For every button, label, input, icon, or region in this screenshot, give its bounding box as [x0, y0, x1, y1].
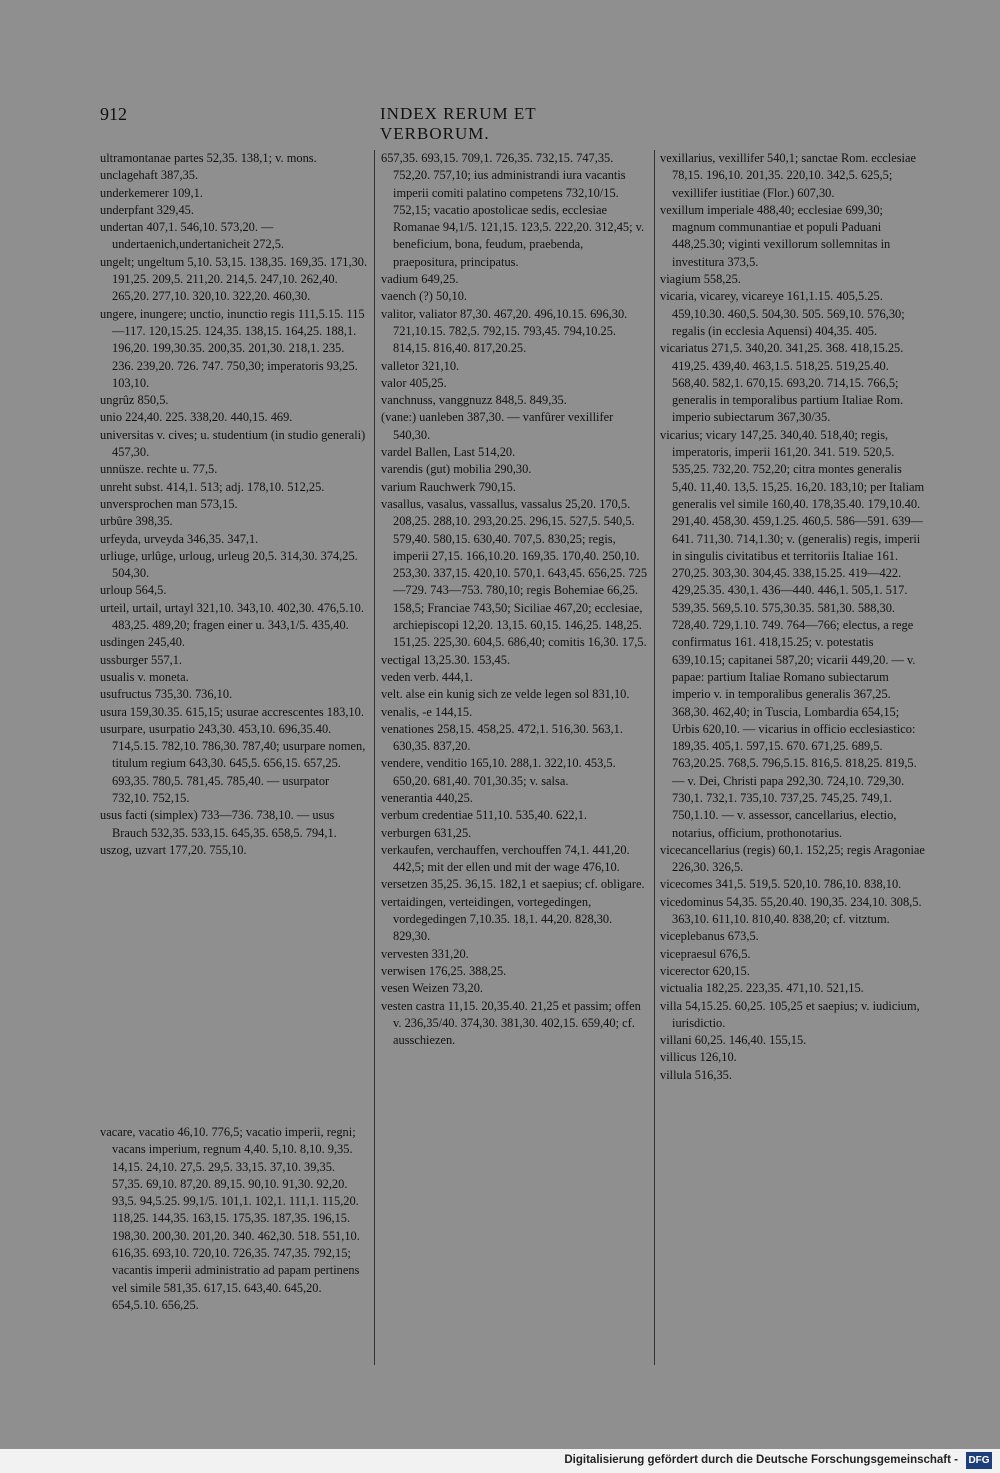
- footer-bar: [0, 1449, 1000, 1473]
- index-entry: vertaidingen, verteidingen, vortegedingen, vordegedingen 7,10.35. 18,1. 44,20. 828,30. 829,30.: [381, 894, 613, 944]
- index-entry: urbûre 398,35.: [100, 514, 173, 529]
- index-entry: universitas v. cives; u. studentium (in studio generali) 457,30.: [100, 427, 366, 460]
- index-entry: vexillarius, vexillifer 540,1; sanctae Rom. ecclesiae 78,15. 196,10. 201,35. 220,10. 342,5. 625,5; vexillifer iustitiae (Flor.) 607,30.: [660, 151, 916, 200]
- index-entry: (vane:) uanleben 387,30. — vanfûrer vexillifer 540,30.: [381, 410, 614, 442]
- index-entry: usufructus 735,30. 736,10.: [100, 687, 233, 702]
- index-entry: unclagehaft 387,35.: [100, 168, 199, 183]
- index-entry: underpfant 329,45.: [100, 202, 194, 217]
- index-entry: usurpare, usurpatio 243,30. 453,10. 696,35.40. 714,5.15. 782,10. 786,30. 787,40; usurpare nomen, titulum regium 643,30. 645,5. 656,15. 657,25. 693,35. 780,5. 781,45. 785,40. — usurpator 732,10. 752,15.: [100, 721, 366, 805]
- index-entry: verkaufen, verchauffen, verchouffen 74,1. 441,20. 442,5; mit der ellen und mit der wage 476,10.: [381, 842, 630, 875]
- index-entry: vervesten 331,20.: [381, 946, 469, 961]
- index-entry: ungrûz 850,5.: [100, 393, 169, 408]
- index-entry: vardel Ballen, Last 514,20.: [381, 445, 516, 460]
- index-entry: villicus 126,10.: [660, 1050, 737, 1065]
- index-entry: urloup 564,5.: [100, 583, 167, 598]
- running-title: INDEX RERUM ET VERBORUM.: [380, 104, 537, 143]
- index-column-middle: [381, 150, 649, 1049]
- index-column-left-lower: [100, 1124, 368, 1314]
- index-entry: unversprochen man 573,15.: [100, 496, 238, 511]
- index-entry: vicariatus 271,5. 340,20. 341,25. 368. 418,15.25. 419,25. 439,40. 463,1.5. 518,25. 519,25.40. 568,40. 582,1. 670,15. 693,20. 714,15. 766,5; generalis in temporalibus partium Italiae Rom. imperio subiectarum 367,30/35.: [660, 341, 904, 425]
- index-entry: undertan 407,1. 546,10. 573,20. — undertaenich,undertanicheit 272,5.: [100, 220, 285, 252]
- index-entry: usus facti (simplex) 733—736. 738,10. — usus Brauch 532,35. 533,15. 645,35. 658,5. 794,1.: [100, 808, 337, 840]
- index-entry: villani 60,25. 146,40. 155,15.: [660, 1033, 807, 1048]
- index-entry: unnüsze. rechte u. 77,5.: [100, 462, 218, 477]
- index-entry: uszog, uzvart 177,20. 755,10.: [100, 842, 247, 857]
- index-entry: urteil, urtail, urtayl 321,10. 343,10. 402,30. 476,5.10. 483,25. 489,20; fragen einer u. 343,1/5. 435,40.: [100, 600, 364, 633]
- index-entry: 657,35. 693,15. 709,1. 726,35. 732,15. 747,35. 752,20. 757,10; ius administrandi iura vacantis imperii comiti palatino competens 732,10/15. 752,15; vacatio apostolicae sedis, ecclesiae Romanae 94,1/5. 121,15. 123,5. 222,20. 312,45; v. beneficium, bona, feudum, praebenda, praepositura, principatus.: [381, 151, 645, 269]
- index-entry: vanchnuss, vanggnuzz 848,5. 849,35.: [381, 393, 567, 408]
- index-entry: ungere, inungere; unctio, inunctio regis 111,5.15. 115—117. 120,15.25. 124,35. 138,15. 164,25. 188,1. 196,20. 199,30.35. 200,35. 201,30. 218,1. 235. 236. 239,20. 726. 747. 750,30; imperatoris 93,25. 103,10.: [100, 306, 365, 390]
- index-entry: verburgen 631,25.: [381, 825, 472, 840]
- index-column-left: [100, 150, 368, 859]
- index-entry: vaench (?) 50,10.: [381, 289, 468, 304]
- index-entry: valitor, valiator 87,30. 467,20. 496,10.15. 696,30. 721,10.15. 782,5. 792,15. 793,45. 794,10.25. 814,15. 816,40. 817,20.25.: [381, 306, 628, 356]
- index-entry: vexillum imperiale 488,40; ecclesiae 699,30; magnum communantiae et populi Paduani 448,25.30; viginti vexillorum sollemnitas in investitura 373,5.: [660, 202, 891, 269]
- index-entry: versetzen 35,25. 36,15. 182,1 et saepius; cf. obligare.: [381, 877, 645, 892]
- index-entry: ultramontanae partes 52,35. 138,1; v. mons.: [100, 151, 317, 165]
- index-entry: urfeyda, urveyda 346,35. 347,1.: [100, 531, 259, 546]
- index-entry: ungelt; ungeltum 5,10. 53,15. 138,35. 169,35. 171,30. 191,25. 209,5. 211,20. 214,5. 247,10. 262,40. 265,20. 277,10. 320,10. 322,20. 460,30.: [100, 254, 368, 304]
- page-header: [100, 104, 650, 143]
- index-entry: vadium 649,25.: [381, 272, 459, 287]
- index-entry: vasallus, vasalus, vassallus, vassalus 25,20. 170,5. 208,25. 288,10. 293,20.25. 296,15. 527,5. 540,5. 579,40. 580,15. 630,40. 707,5. 830,25; regis, imperii 27,15. 166,10.20. 169,35. 170,40. 250,10. 253,30. 337,15. 420,10. 570,1. 643,45. 656,25. 725—729. 743—753. 780,10; regis Bohemiae 66,25. 158,5; Franciae 743,50; Siciliae 467,20; ecclesiae, archiepiscopi 12,20. 13,15. 60,15. 146,25. 148,25. 151,25. 225,30. 604,5. 686,40; comitis 16,30. 17,5.: [381, 496, 648, 650]
- index-entry: venalis, -e 144,15.: [381, 704, 473, 719]
- index-entry: unio 224,40. 225. 338,20. 440,15. 469.: [100, 410, 293, 425]
- index-entry: usdingen 245,40.: [100, 635, 186, 650]
- index-entry: vicerector 620,15.: [660, 963, 750, 978]
- index-entry: vicecomes 341,5. 519,5. 520,10. 786,10. 838,10.: [660, 877, 902, 892]
- index-entry: venationes 258,15. 458,25. 472,1. 516,30. 563,1. 630,35. 837,20.: [381, 721, 623, 754]
- index-entry: viagium 558,25.: [660, 272, 741, 287]
- index-entry: unreht subst. 414,1. 513; adj. 178,10. 512,25.: [100, 479, 325, 494]
- index-entry: veden verb. 444,1.: [381, 669, 473, 684]
- index-entry: vicarius; vicary 147,25. 340,40. 518,40; regis, imperatoris, imperii 161,20. 341. 519. 520,5. 535,25. 732,20. 752,20; citra montes generalis 5,40. 11,40. 13,5. 15,25. 16,20. 183,10; per Italiam generalis vel simile 160,40. 178,35.40. 179,10.40. 291,40. 458,30. 459,1.25. 460,5. 586—591. 639—641. 711,30. 714,1.30; v. (generalis) regis, imperii in singulis civitatibus et territoriis Italiae 161. 270,25. 303,30. 304,45. 338,15.25. 419—422. 429,25.35. 430,1. 436—440. 446,1. 505,1. 517. 539,35. 569,5.10. 575,30.35. 581,30. 588,30. 728,40. 729,1.10. 749. 764—766; electus, a rege confirmatus 161. 418,15.25; v. potestatis 639,10.15; capitanei 587,20; vicarii 449,20. — v. papae: partium Italiae Romano subiectarum imperio v. in temporalibus generalis 367,25. 368,30. 462,40; in Tuscia, Lombardia 654,15; Urbis 620,10. — vicarius in officio ecclesiastico: 189,35. 405,1. 597,15. 670. 671,25. 689,5. 763,20.25. 768,5. 796,5.15. 816,5. 818,25. 819,5. — v. Dei, Christi papa 292,30. 724,10. 729,30. 730,1. 732,1. 735,10. 737,25. 745,25. 749,1. 750,1.10. — v. assessor, cancellarius, electio, notarius, officium, prothonotarius.: [660, 427, 925, 840]
- index-entry: varendis (gut) mobilia 290,30.: [381, 462, 532, 477]
- dfg-logo: DFG: [966, 1452, 992, 1469]
- index-entry: vectigal 13,25.30. 153,45.: [381, 652, 511, 667]
- index-entry: vacare, vacatio 46,10. 776,5; vacatio imperii, regni; vacans imperium, regnum 4,40. 5,10. 8,10. 9,35. 14,15. 24,10. 27,5. 29,5. 33,15. 37,10. 39,35. 57,35. 69,10. 87,20. 89,15. 90,10. 91,30. 92,20. 93,5. 94,5.25. 99,1/5. 101,1. 102,1. 111,1. 115,20. 118,25. 144,35. 163,15. 175,35. 187,35. 196,15. 198,30. 200,30. 201,20. 340. 462,30. 518. 551,10. 616,35. 693,10. 720,10. 726,35. 747,35. 792,15; vacantis imperii administratio ad papam pertinens vel simile 581,35. 617,15. 643,40. 645,20. 654,5.10. 656,25.: [100, 1125, 360, 1312]
- index-entry: verwisen 176,25. 388,25.: [381, 963, 507, 978]
- index-entry: vicecancellarius (regis) 60,1. 152,25; regis Aragoniae 226,30. 326,5.: [660, 842, 925, 875]
- index-entry: vicepraesul 676,5.: [660, 946, 751, 961]
- index-entry: vicedominus 54,35. 55,20.40. 190,35. 234,10. 308,5. 363,10. 611,10. 810,40. 838,20; cf. vitztum.: [660, 894, 922, 927]
- index-entry: vendere, venditio 165,10. 288,1. 322,10. 453,5. 650,20. 681,40. 701,30.35; v. salsa.: [381, 756, 616, 788]
- index-entry: venerantia 440,25.: [381, 790, 473, 805]
- index-entry: villa 54,15.25. 60,25. 105,25 et saepius; v. iudicium, iurisdictio.: [660, 998, 920, 1030]
- index-entry: villula 516,35.: [660, 1067, 732, 1082]
- index-entry: vesten castra 11,15. 20,35.40. 21,25 et passim; offen v. 236,35/40. 374,30. 381,30. 402,15. 659,40; cf. ausschiezen.: [381, 998, 641, 1048]
- index-entry: ussburger 557,1.: [100, 652, 183, 667]
- index-entry: varium Rauchwerk 790,15.: [381, 479, 516, 494]
- index-entry: verbum credentiae 511,10. 535,40. 622,1.: [381, 808, 587, 823]
- page-number: 912: [100, 104, 127, 124]
- column-divider: [374, 150, 375, 1365]
- index-entry: valor 405,25.: [381, 375, 447, 390]
- column-divider: [654, 150, 655, 1365]
- index-entry: vesen Weizen 73,20.: [381, 981, 483, 996]
- index-entry: viceplebanus 673,5.: [660, 929, 759, 944]
- index-entry: victualia 182,25. 223,35. 471,10. 521,15.: [660, 981, 864, 996]
- index-column-right: [660, 150, 928, 1084]
- index-entry: usualis v. moneta.: [100, 669, 189, 684]
- index-entry: urliuge, urlûge, urloug, urleug 20,5. 314,30. 374,25. 504,30.: [100, 548, 358, 581]
- index-entry: velt. alse ein kunig sich ze velde legen sol 831,10.: [381, 687, 630, 702]
- index-entry: usura 159,30.35. 615,15; usurae accrescentes 183,10.: [100, 704, 364, 719]
- funding-credit: Digitalisierung gefördert durch die Deutsche Forschungsgemeinschaft -: [564, 1454, 958, 1466]
- index-entry: underkemerer 109,1.: [100, 185, 203, 200]
- index-entry: valletor 321,10.: [381, 358, 460, 373]
- index-entry: vicaria, vicarey, vicareye 161,1.15. 405,5.25. 459,10.30. 460,5. 504,30. 505. 569,10. 576,30; regalis (in ecclesia Aquensi) 404,35. 405.: [660, 289, 905, 338]
